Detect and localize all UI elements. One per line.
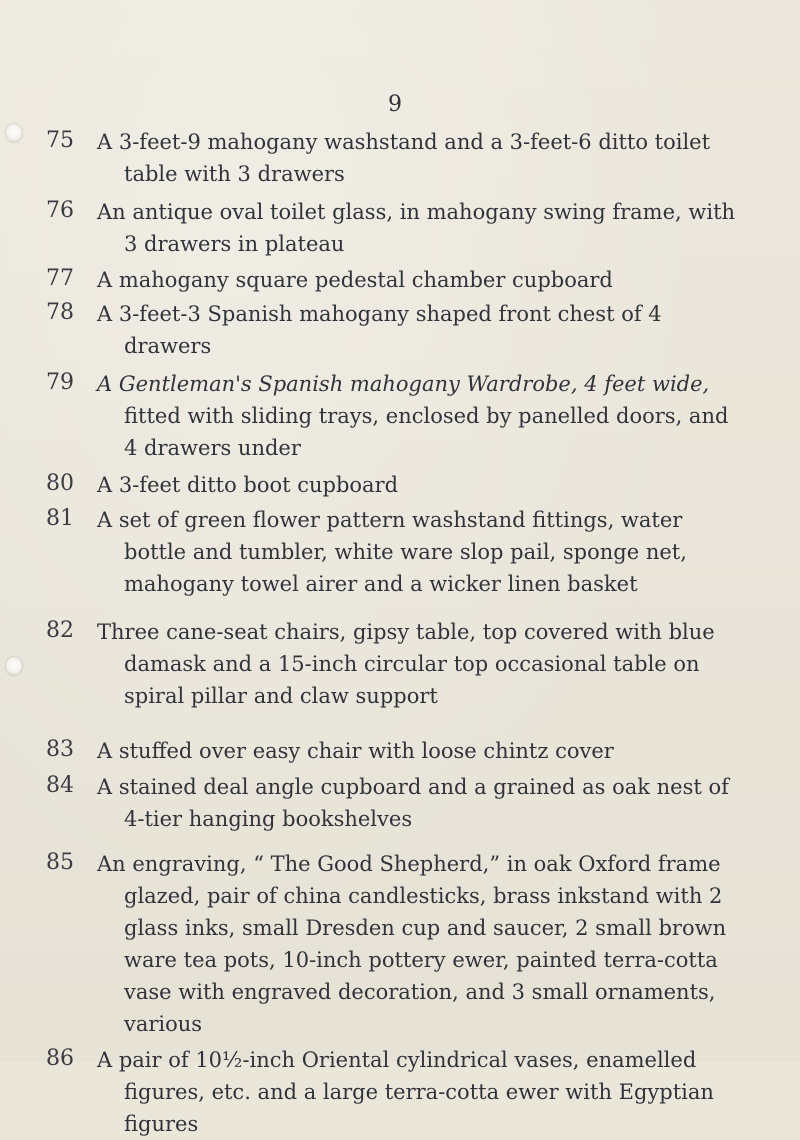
lot-line: A stained deal angle cupboard and a grained as oak nest of bbox=[97, 775, 729, 799]
lot-line: 4 drawers under bbox=[124, 436, 301, 460]
binding-hole-bottom bbox=[6, 657, 22, 675]
binding-hole-top bbox=[6, 124, 22, 142]
lot-line: A Gentleman's Spanish mahogany Wardrobe, 4 feet wide, bbox=[97, 372, 710, 396]
lot-number: 80 bbox=[46, 471, 74, 496]
lot-description bbox=[97, 469, 747, 501]
lot-description bbox=[97, 771, 747, 835]
lot-description bbox=[97, 196, 747, 260]
lot-line: vase with engraved decoration, and 3 small ornaments, bbox=[124, 980, 716, 1004]
lot-number: 79 bbox=[46, 370, 74, 395]
lot-description bbox=[97, 298, 747, 362]
page-number: 9 bbox=[388, 92, 402, 117]
lot-description bbox=[97, 616, 747, 712]
lot-description bbox=[97, 368, 747, 464]
lot-line: A 3-feet-9 mahogany washstand and a 3-feet-6 ditto toilet bbox=[97, 130, 711, 154]
lot-line: A 3-feet ditto boot cupboard bbox=[97, 473, 399, 497]
lot-number: 75 bbox=[46, 128, 74, 153]
lot-line: Three cane-seat chairs, gipsy table, top covered with blue bbox=[97, 620, 715, 644]
lot-number: 83 bbox=[46, 737, 74, 762]
lot-line: A set of green flower pattern washstand fittings, water bbox=[97, 508, 683, 532]
lot-line: An engraving, “ The Good Shepherd,” in oak Oxford frame bbox=[97, 852, 721, 876]
lot-number: 81 bbox=[46, 506, 74, 531]
lot-number: 86 bbox=[46, 1046, 74, 1071]
lot-number: 82 bbox=[46, 618, 74, 643]
lot-line: drawers bbox=[124, 334, 212, 358]
lot-line: A pair of 10½-inch Oriental cylindrical vases, enamelled bbox=[97, 1048, 697, 1072]
lot-description bbox=[97, 504, 747, 600]
lot-line: mahogany towel airer and a wicker linen basket bbox=[124, 572, 638, 596]
lot-line: ware tea pots, 10-inch pottery ewer, painted terra-cotta bbox=[124, 948, 718, 972]
lot-line: 3 drawers in plateau bbox=[124, 232, 345, 256]
lot-line: table with 3 drawers bbox=[124, 162, 345, 186]
lot-line: A stuffed over easy chair with loose chintz cover bbox=[97, 739, 614, 763]
lot-number: 85 bbox=[46, 850, 74, 875]
lot-line: bottle and tumbler, white ware slop pail, sponge net, bbox=[124, 540, 687, 564]
lot-line: various bbox=[124, 1012, 203, 1036]
lot-description bbox=[97, 1044, 747, 1140]
lot-line: A 3-feet-3 Spanish mahogany shaped front chest of 4 bbox=[97, 302, 662, 326]
lot-number: 78 bbox=[46, 300, 74, 325]
lot-number: 77 bbox=[46, 266, 74, 291]
lot-line: figures, etc. and a large terra-cotta ewer with Egyptian bbox=[124, 1080, 714, 1104]
lot-line: fitted with sliding trays, enclosed by panelled doors, and bbox=[124, 404, 729, 428]
lot-line: figures bbox=[124, 1112, 199, 1136]
lot-description bbox=[97, 264, 747, 296]
lot-number: 84 bbox=[46, 773, 74, 798]
lot-description bbox=[97, 126, 747, 190]
lot-number: 76 bbox=[46, 198, 74, 223]
lot-line: An antique oval toilet glass, in mahogany swing frame, with bbox=[97, 200, 736, 224]
lot-line: 4-tier hanging bookshelves bbox=[124, 807, 413, 831]
lot-line: glazed, pair of china candlesticks, brass inkstand with 2 bbox=[124, 884, 723, 908]
lot-line: A mahogany square pedestal chamber cupboard bbox=[97, 268, 613, 292]
lot-line: spiral pillar and claw support bbox=[124, 684, 438, 708]
lot-line: damask and a 15-inch circular top occasional table on bbox=[124, 652, 700, 676]
lot-line: glass inks, small Dresden cup and saucer, 2 small brown bbox=[124, 916, 727, 940]
lot-description bbox=[97, 848, 747, 1040]
lot-description bbox=[97, 735, 747, 767]
